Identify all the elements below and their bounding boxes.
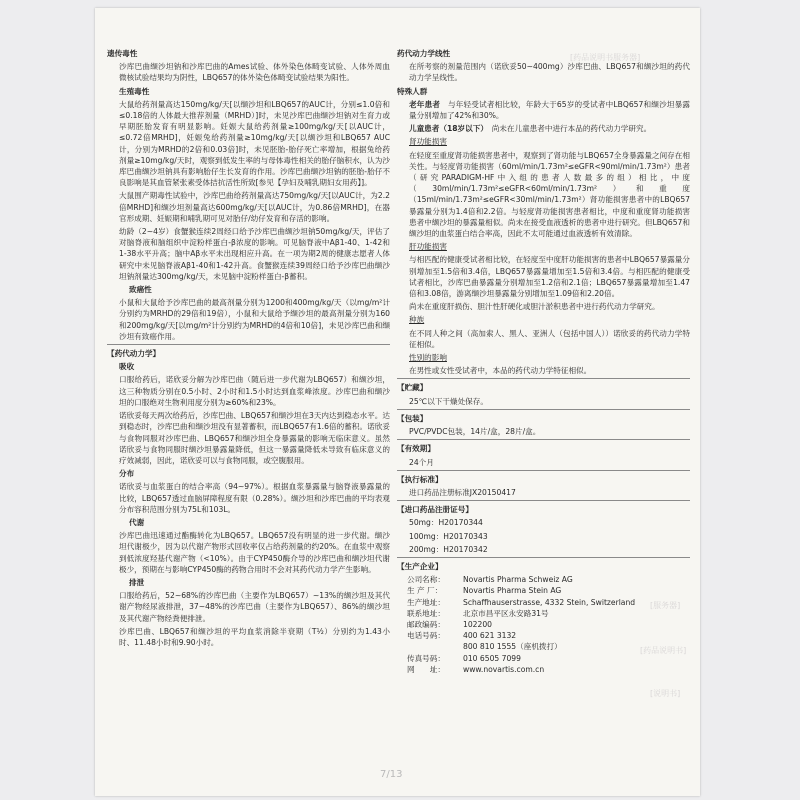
license-line: 50mg：H20170344 bbox=[409, 518, 483, 528]
page-number: 7/13 bbox=[380, 769, 403, 780]
renal-heading: 肾功能损害 bbox=[409, 137, 447, 147]
manufacturer-row: 电话号码： 400 621 3132 bbox=[407, 631, 517, 641]
validity-text: 24个月 bbox=[409, 457, 434, 467]
sex-text: 在男性或女性受试者中，本品的药代动力学特征相似。 bbox=[409, 366, 592, 376]
manufacturer-row: 生 产 厂： Novartis Pharma Stein AG bbox=[407, 586, 562, 596]
metabolism-text: 沙库巴曲迅速通过酯酶转化为LBQ657。LBQ657没有明显的进一步代谢。缬沙坦代谢极少，因为以代谢产物形式回收率仅占给药剂量的约20%。在血浆中观察到低浓度羟基代谢产物（<10%）。由于CYP450酶介导的沙库巴曲和缬沙坦代谢极少，预期在与影响CYP450酶的药物合用时不会对其药代动力学产生影响。 bbox=[119, 531, 390, 574]
package-text: PVC/PVDC包装，14片/盒，28片/盒。 bbox=[409, 427, 541, 437]
manufacturer-row: 公司名称： Novartis Pharma Schweiz AG bbox=[407, 575, 573, 585]
elderly-text: 与年轻受试者相比较，年龄大于65岁的受试者中LBQ657和缬沙坦暴露量分别增加了42%和30%。 bbox=[409, 99, 691, 121]
repro-text-2: 大鼠围产期毒性试验中，沙库巴曲给药剂量高达750mg/kg/天[以AUC计，为2.2倍MRHD]和缬沙坦剂量高达600mg/kg/天[以AUC计，为0.86倍MRHD]，在器官形成期、妊娠期和哺乳期可见对胎仔/幼仔发育和存活的影响。 bbox=[119, 191, 390, 223]
distribution-heading: 分布 bbox=[119, 469, 135, 479]
linearity-heading: 药代动力学线性 bbox=[397, 49, 451, 58]
excretion-text-2: 沙库巴曲、LBQ657和缬沙坦的平均血浆消除半衰期（T½）分别约为1.43小时、11.48小时和9.90小时。 bbox=[119, 626, 390, 647]
hepatic-heading: 肝功能损害 bbox=[409, 242, 447, 252]
left-column bbox=[107, 48, 390, 650]
manufacturer-row: 联系地址： 北京市昌平区永安路31号 bbox=[407, 608, 549, 618]
manufacturer-row: 800 810 1555（座机拨打） bbox=[463, 642, 562, 652]
absorption-text-2: 诺欣妥每天两次给药后，沙库巴曲、LBQ657和缬沙坦在3天内达到稳态水平。达到稳态时，沙库巴曲和缬沙坦没有显著蓄积，而LBQ657有1.6倍的蓄积。诺欣妥与食物同服对沙库巴曲、LBQ657和缬沙坦全身暴露量的影响无临床意义。虽然诺欣妥与食物同服时缬沙坦暴露量降低，但这一暴露量降低未导致有临床意义的疗效减弱，因此，诺欣妥可以与食物同服，或空腹服用。 bbox=[119, 411, 390, 465]
repro-text-1: 大鼠给药剂量高达150mg/kg/天[以缬沙坦和LBQ657的AUC计，分别≤1.0倍和≤0.18倍的人体最大推荐剂量（MRHD）]时，未见沙库巴曲缬沙坦钠对生育力或早期胚胎发育有明显影响。妊娠大鼠给药剂量≥100mg/kg/天[以AUC计，≤0.72倍MRHD]，妊娠兔给药剂量≥10mg/kg/天[以缬沙坦和LBQ657 AUC计，分别为MRHD的2倍和0.03倍]时，未见胚胎-胎仔死亡率增加，根据兔给药剂量≥10mg/kg/天时，观察到低发生率的与母体毒性相关的胎仔脑积水，认为沙库巴曲缬沙坦钠具有影响胎仔生长发育的作用。沙库巴曲缬沙坦钠的胚胎-胎仔不良影响是其血管紧张素受体拮抗活性所致[参见【孕妇及哺乳期妇女用药】]。 bbox=[119, 99, 390, 188]
storage-text: 25℃以下干燥处保存。 bbox=[409, 396, 488, 406]
watermark-text: [药品说明书服务器] bbox=[570, 53, 641, 62]
license-line: 200mg：H20170342 bbox=[409, 544, 488, 554]
genotox-heading: 遗传毒性 bbox=[107, 49, 138, 58]
watermark-text: [说明书] bbox=[650, 689, 681, 698]
validity-heading: 【有效期】 bbox=[397, 439, 690, 454]
manufacturer-row: 网 址： www.novartis.com.cn bbox=[407, 664, 545, 674]
standard-text: 进口药品注册标准JX20150417 bbox=[409, 487, 516, 497]
peds-text: 尚未在儿童患者中进行本品的药代动力学研究。 bbox=[491, 124, 652, 134]
manufacturer-row: 传真号码： 010 6505 7099 bbox=[407, 653, 521, 663]
absorption-heading: 吸收 bbox=[119, 362, 135, 372]
standard-heading: 【执行标准】 bbox=[397, 470, 690, 485]
license-line: 100mg：H20170343 bbox=[409, 531, 488, 541]
genotox-text: 沙库巴曲缬沙坦钠和沙库巴曲的Ames试验、体外染色体畸变试验、人体外周血微核试验结果均为阴性，LBQ657的体外染色体畸变试验结果为阳性。 bbox=[119, 62, 390, 83]
watermark-text: [服务器] bbox=[650, 601, 681, 610]
manufacturer-row: 生产地址： Schaffhauserstrasse, 4332 Stein, Switzerland bbox=[407, 597, 636, 607]
sex-heading: 性别的影响 bbox=[409, 353, 447, 363]
pk-section-heading: 【药代动力学】 bbox=[107, 344, 390, 359]
linearity-text: 在所考察的剂量范围内（诺欣妥50~400mg）沙库巴曲、LBQ657和缬沙坦的药代动力学呈线性。 bbox=[409, 62, 690, 83]
hepatic-text-2: 尚未在重度肝损伤、胆汁性肝硬化或胆汁淤积患者中进行药代动力学研究。 bbox=[409, 302, 660, 312]
manufacturer-row: 邮政编码： 102200 bbox=[407, 619, 492, 629]
metabolism-heading: 代谢 bbox=[129, 517, 145, 527]
right-column bbox=[397, 48, 690, 675]
package-heading: 【包装】 bbox=[397, 409, 690, 424]
excretion-text-1: 口服给药后，52~68%的沙库巴曲（主要作为LBQ657）~13%的缬沙坦及其代谢产物经尿液排泄，37~48%的沙库巴曲（主要作为LBQ657）、86%的缬沙坦及其代谢产物经粪便排泄。 bbox=[119, 591, 390, 623]
special-pop-heading: 特殊人群 bbox=[397, 86, 428, 96]
excretion-heading: 排泄 bbox=[129, 577, 145, 587]
watermark-text: [药品说明书] bbox=[640, 646, 687, 655]
repro-heading: 生殖毒性 bbox=[119, 86, 150, 96]
absorption-text-1: 口服给药后，诺欣妥分解为沙库巴曲（随后进一步代谢为LBQ657）和缬沙坦，这三种物质分别在0.5小时、2小时和1.5小时达到血浆峰浓度。沙库巴曲和缬沙坦的口服绝对生物利用度分别为≥60%和23%。 bbox=[119, 375, 390, 407]
repro-text-3: 幼龄（2~4岁）食蟹猴连续2周经口给予沙库巴曲缬沙坦钠50mg/kg/天，评估了对脑脊液和脑组织中淀粉样蛋白-β浓度的影响。可见脑脊液中Aβ1-40、1-42和1-38水平升高；脑中Aβ水平未出现相应升高。在一项为期2周的健康志愿者人体研究中未见脑脊液Aβ1-40和1-42升高。食蟹猴连续39周经口给予沙库巴曲缬沙坦钠剂量达300mg/kg/天，未见脑中淀粉样蛋白-β蓄积。 bbox=[119, 227, 390, 281]
license-heading: 【进口药品注册证号】 bbox=[397, 500, 690, 515]
carc-heading: 致癌性 bbox=[129, 285, 152, 295]
storage-heading: 【贮藏】 bbox=[397, 378, 690, 393]
distribution-text: 诺欣妥与血浆蛋白的结合率高（94~97%）。根据血浆暴露量与脑脊液暴露量的比较，LBQ657透过血脑屏障程度有限（0.28%）。缬沙坦和沙库巴曲的平均表观分布容积范围分别为75L和103L。 bbox=[119, 482, 390, 514]
manufacturer-heading: 【生产企业】 bbox=[397, 557, 690, 572]
renal-text: 在轻度至重度肾功能损害患者中，观察到了肾功能与LBQ657全身暴露量之间存在相关性。与轻度肾功能损害（60ml/min/1.73m²≤eGFR<90ml/min/1.73m²）患者（研究PARADIGM-HF中入组的患者人数最多的组）相比，中度（30ml/min/1.73m²≤eGFR<60ml/min/1.73m²）和重度（15ml/min/1.73m²≤eGFR<30ml/min/1.73m²）肾功能损害患者中的LBQ657暴露量分别为1.4倍和2.2倍。与轻度肾功能损害患者相比，中度和重度肾功能损害患者中缬沙坦的暴露量相似。尚未在接受血液透析的患者中进行研究。但LBQ657和缬沙坦的血浆蛋白结合率高，因此不太可能通过血液透析有效清除。 bbox=[409, 150, 690, 239]
race-text: 在不同人种之间（高加索人、黑人、亚洲人（包括中国人））诺欣妥的药代动力学特征相似。 bbox=[409, 328, 690, 349]
elderly-heading: 老年患者 bbox=[409, 99, 441, 109]
carc-text: 小鼠和大鼠给予沙库巴曲的最高剂量分别为1200和400mg/kg/天（以mg/m²计分别约为MRHD的29倍和19倍），小鼠和大鼠给予缬沙坦的最高剂量分别为160和200mg/kg/天[以mg/m²计分别约为MRHD的4倍和10倍]，未见沙库巴曲和缬沙坦有致癌作用。 bbox=[119, 298, 390, 341]
peds-heading: 儿童患者（18岁以下） bbox=[409, 124, 485, 134]
hepatic-text: 与相匹配的健康受试者相比较，在轻度至中度肝功能损害的患者中LBQ657暴露量分别增加至1.5倍和3.4倍，LBQ657暴露量增加至1.5倍和3.4倍。与相匹配的健康受试者相比，沙库巴曲暴露量分别增加至1.2倍和2.1倍；LBQ657暴露量增加至1.47倍和3.08倍，游离缬沙坦暴露量分别增加至1.09倍和2.20倍。 bbox=[409, 255, 690, 299]
race-heading: 种族 bbox=[409, 315, 425, 325]
